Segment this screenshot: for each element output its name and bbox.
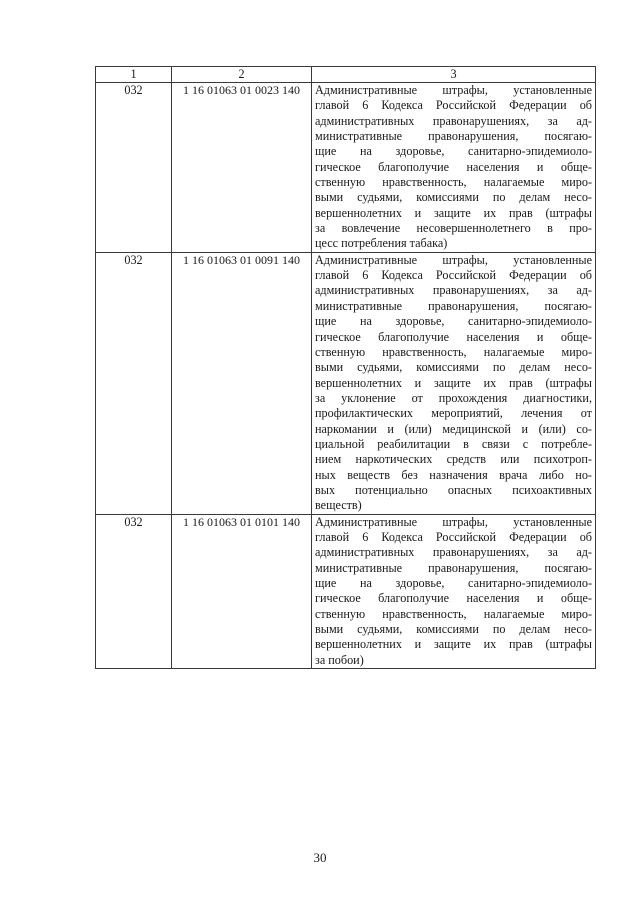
description-line: выми судьями, комиссиями по делам несо- [315,360,592,375]
description-line: министративные правонарушения, посягаю- [315,298,592,313]
budget-classification-code-cell: 1 16 01063 01 0091 140 [172,252,312,514]
description-line: наркомании и (или) медицинской и (или) со- [315,421,592,436]
table-body [96,83,596,669]
description-line: цесс потребления табака) [315,236,448,251]
table-row [96,83,596,253]
description-line: вершеннолетних и защите их прав (штрафы [315,375,592,390]
description-line: вершеннолетних и защите их прав (штрафы [315,205,592,220]
description-line: главой 6 Кодекса Российской Федерации об [315,98,592,113]
description-line: гическое благополучие населения и обще- [315,591,592,606]
description-line: гическое благополучие населения и обще- [315,329,592,344]
description-line: главой 6 Кодекса Российской Федерации об [315,529,592,544]
description-line: ственную нравственность, налагаемые миро- [315,344,592,359]
description-line: выми судьями, комиссиями по делам несо- [315,622,592,637]
description-line: ных веществ без назначения врача либо но- [315,467,592,482]
description-line: ственную нравственность, налагаемые миро- [315,606,592,621]
description-line: циальной реабилитации в связи с потребле- [315,436,592,451]
header-col-2: 2 [172,67,312,83]
description-cell [312,514,596,668]
budget-classification-code-cell: 1 16 01063 01 0023 140 [172,83,312,253]
description-line: профилактических мероприятий, лечения от [315,406,592,421]
admin-code-cell: 032 [96,252,172,514]
description-line: за уклонение от прохождения диагностики, [315,390,592,405]
description-line: веществ) [315,498,362,513]
description-line: административных правонарушениях, за ад- [315,283,592,298]
description-line: министративные правонарушения, посягаю- [315,560,592,575]
description-line: выми судьями, комиссиями по делам несо- [315,190,592,205]
description-line: ственную нравственность, налагаемые миро- [315,175,592,190]
header-col-1: 1 [96,67,172,83]
description-cell [312,252,596,514]
header-col-3: 3 [312,67,596,83]
description-line: щие на здоровье, санитарно-эпидемиоло- [315,576,592,590]
description-line: административных правонарушениях, за ад- [315,545,592,560]
table-header-row [96,67,596,83]
description-line: Административные штрафы, установленные [315,83,592,97]
description-line: главой 6 Кодекса Российской Федерации об [315,268,592,283]
admin-code-cell: 032 [96,514,172,668]
table-row [96,514,596,668]
description-line: министративные правонарушения, посягаю- [315,129,592,144]
description-cell [312,83,596,253]
description-line: нием наркотических средств или психотроп- [315,452,592,467]
description-line: вых потенциально опасных психоактивных [315,482,592,497]
description-line: за вовлечение несовершеннолетнего в про- [315,221,592,236]
description-line: административных правонарушениях, за ад- [315,113,592,128]
table-row [96,252,596,514]
description-line: за побои) [315,652,364,667]
budget-classification-code-cell: 1 16 01063 01 0101 140 [172,514,312,668]
page-number: 30 [313,850,327,865]
description-line: вершеннолетних и защите их прав (штрафы [315,637,592,652]
admin-code-cell: 032 [96,83,172,253]
description-line: Административные штрафы, установленные [315,252,592,267]
description-line: щие на здоровье, санитарно-эпидемиоло- [315,144,592,159]
description-line: Административные штрафы, установленные [315,514,592,529]
budget-codes-table [95,66,596,669]
description-line: гическое благополучие населения и обще- [315,159,592,174]
description-line: щие на здоровье, санитарно-эпидемиоло- [315,314,592,329]
